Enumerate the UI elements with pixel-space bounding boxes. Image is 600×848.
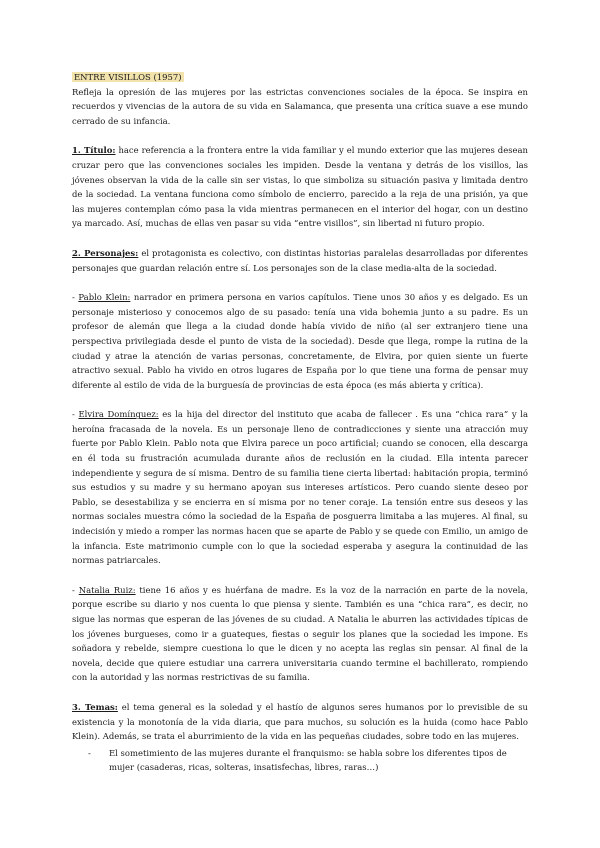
character-text-elvira: es la hija del director del instituto que acaba de fallecer . Es una “chica rara” y la heroína fracasada de la novela. Es un personaje lleno de contradicciones y siente una atracción muy fuerte por Pablo Klein. Pablo nota que Elvira parece un poco artificial; cuando se conocen, ella descarga en él toda su frustración acumulada durante años de reclusión en la ciudad. Ella intenta parecer independiente y segura de sí misma. Dentro de su familia tiene cierta libertad: habitación propia, terminó sus estudios y su madre y su hermano apoyan sus intereses artísticos. Pero cuando siente deseo por Pablo, se desestabiliza y se encierra en sí misma por no tener coraje. La tensión entre sus deseos y las normas sociales muestra cómo la sociedad de la España de posguerra limitaba a las mujeres. Al final, su indecisión y miedo a romper las normas hacen que se aparte de Pablo y se quede con Emilio, un amigo de la infancia. Este matrimonio cumple con lo que la sociedad esperaba y asegura la continuidad de las normas patriarcales. — [72, 409, 528, 566]
bullet-dash: - — [88, 747, 91, 758]
section-text-personajes: el protagonista es colectivo, con distintas historias paralelas desarrolladas por diferentes personajes que guardan relación entre sí. Los personajes son de la clase media-alta de la sociedad. — [72, 247, 528, 273]
section-heading-titulo: 1. Título: — [72, 145, 116, 156]
character-name-elvira: Elvira Domínguez: — [78, 409, 159, 420]
section-characters-paragraph — [72, 246, 528, 275]
character-paragraph-elvira — [72, 407, 528, 568]
character-name-natalia: Natalia Ruiz: — [78, 584, 136, 595]
section-heading-personajes: 2. Personajes: — [72, 247, 139, 258]
character-text-pablo: narrador en primera persona en varios capítulos. Tiene unos 30 años y es delgado. Es un personaje misterioso y conocemos algo de su pasado: tenía una vida bohemia junto a su padre. Es un profesor de alemán que llega a la ciudad donde había vivido de niño (al ser extranjero tiene una perspectiva privilegiada desde el punto de vista de la sociedad). Desde que llega, rompe la rutina de la ciudad y atrae la atención de varias personas, concretamente, de Elvira, por quien siente un fuerte atractivo sexual. Pablo ha vivido en otros lugares de España por lo que tiene una forma de pensar muy diferente al estilo de vida de la burguesía de provincias de esta época (es más abierta y crítica). — [72, 292, 528, 390]
section-title-paragraph — [72, 143, 528, 231]
intro-paragraph: Refleja la opresión de las mujeres por las estrictas convenciones sociales de la época. Se inspira en recuerdos y vivencias de la autora de su vida en Salamanca, que presenta una crítica suave a ese mundo cerrado de su infancia. — [72, 86, 528, 126]
character-prefix: - — [72, 584, 79, 595]
section-themes-paragraph — [72, 700, 528, 744]
document-title-row — [72, 70, 528, 85]
character-paragraph-natalia — [72, 583, 528, 685]
character-text-natalia: tiene 16 años y es huérfana de madre. Es la voz de la narración en parte de la novela, porque escribe su diario y nos cuenta lo que piensa y siente. También es una “chica rara”, es decir, no sigue las normas que esperan de las jóvenes de su ciudad. A Natalia le aburren las actividades típicas de los jóvenes burgueses, como ir a guateques, fiestas o seguir los planes que la sociedad les impone. Es soñadora y rebelde, siempre cuestiona lo que le dicen y no acepta las reglas sin pensar. Al final de la novela, decide que quiere estudiar una carrera universitaria cuando termine el bachillerato, rompiendo con la autoridad y las normas restrictivas de su familia. — [72, 584, 528, 683]
section-heading-temas: 3. Temas: — [72, 701, 118, 712]
section-text-titulo: hace referencia a la frontera entre la vida familiar y el mundo exterior que las mujeres desean cruzar pero que las convenciones sociales les impiden. Desde la ventana y detrás de los visillos, las jóvenes observan la vida de la calle sin ser vistas, lo que simboliza su situación pasiva y limitada dentro de la sociedad. La ventana funciona como símbolo de encierro, parecido a la reja de una prisión, ya que las mujeres contemplan cómo pasa la vida mientras permanecen en el interior del hogar, con un destino ya marcado. Así, muchas de ellas ven pasar su vida “entre visillos”, sin libertad ni futuro propio. — [72, 145, 528, 229]
themes-bullet-list — [72, 746, 528, 775]
document-title: ENTRE VISILLOS (1957) — [74, 72, 182, 82]
section-text-temas: el tema general es la soledad y el hastío de algunos seres humanos por lo previsible de su existencia y la monotonía de la vida diaria, que para muchos, su solución es la huida (como hace Pablo Klein). Además, se trata el aburrimiento de la vida en las pequeñas ciudades, sobre todo en las mujeres. — [72, 701, 528, 742]
character-prefix: - — [72, 409, 79, 420]
document-page — [72, 70, 528, 775]
character-name-pablo: Pablo Klein: — [78, 292, 131, 303]
character-prefix: - — [72, 292, 79, 303]
bullet-text: El sometimiento de las mujeres durante el franquismo: se habla sobre los diferentes tipos de mujer (casaderas, ricas, solteras, insatisfechas, libres, raras…) — [109, 747, 507, 773]
character-paragraph-pablo — [72, 290, 528, 392]
list-item — [88, 746, 528, 775]
